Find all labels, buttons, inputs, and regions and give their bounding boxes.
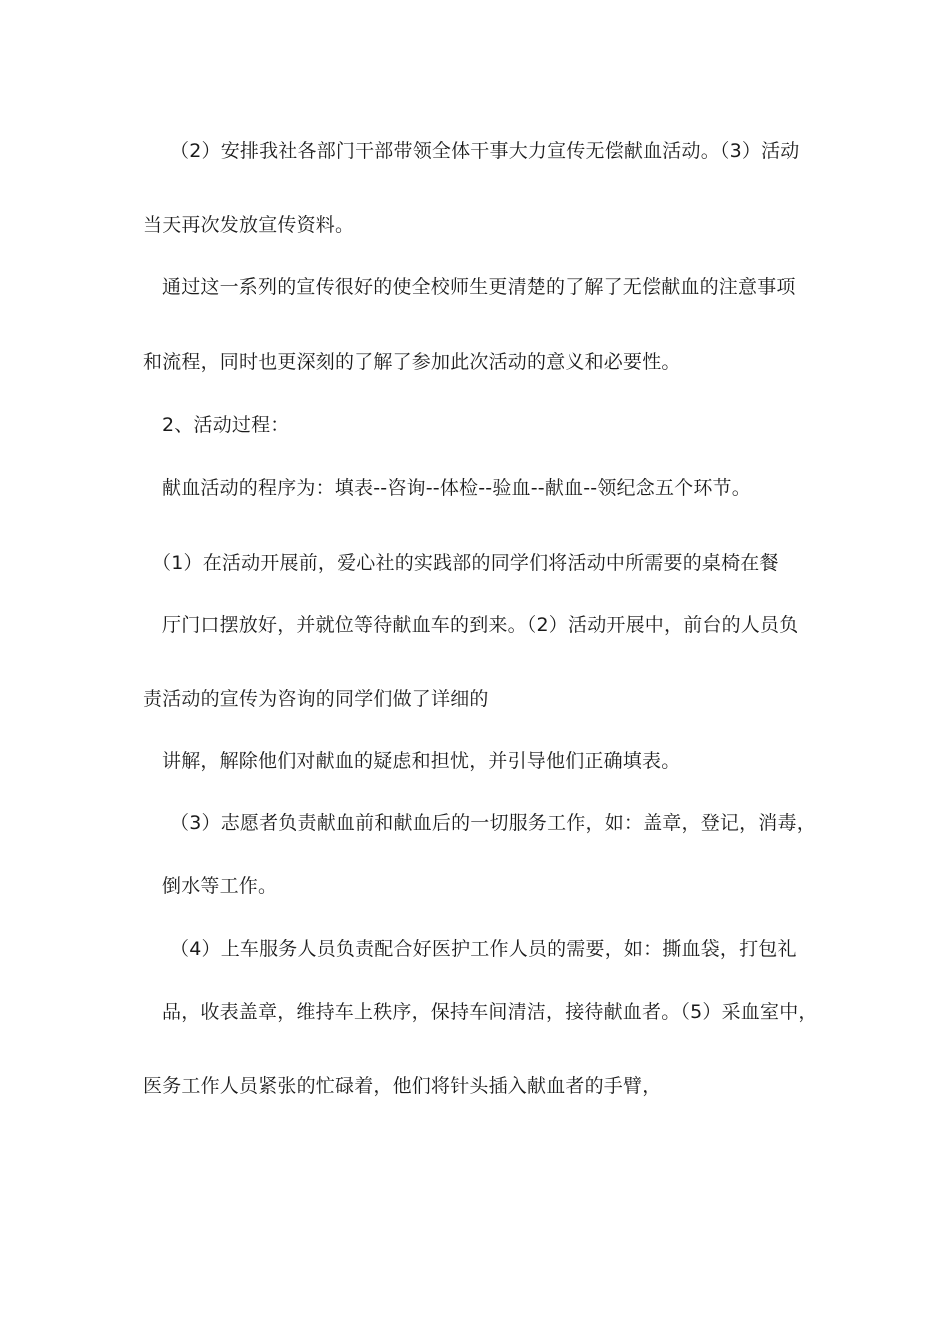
- text-line-12: 倒水等工作。: [162, 875, 278, 897]
- text-line-7: （1）在活动开展前，爱心社的实践部的同学们将活动中所需要的桌椅在餐: [152, 552, 779, 574]
- text-line-15: 医务工作人员紧张的忙碌着，他们将针头插入献血者的手臂，: [143, 1075, 662, 1097]
- text-line-11: （3）志愿者负责献血前和献血后的一切服务工作，如：盖章，登记，消毒，: [170, 812, 816, 834]
- text-line-2: 当天再次发放宣传资料。: [143, 214, 355, 236]
- text-line-14: 品，收表盖章，维持车上秩序，保持车间清洁，接待献血者。（5）采血室中，: [162, 1001, 818, 1023]
- text-line-4: 和流程，同时也更深刻的了解了参加此次活动的意义和必要性。: [143, 351, 681, 373]
- text-line-6: 献血活动的程序为：填表--咨询--体检--验血--献血--领纪念五个环节。: [162, 477, 751, 499]
- text-line-9: 责活动的宣传为咨询的同学们做了详细的: [143, 688, 489, 710]
- text-line-10: 讲解，解除他们对献血的疑虑和担忧，并引导他们正确填表。: [162, 750, 681, 772]
- text-line-8: 厅门口摆放好，并就位等待献血车的到来。（2）活动开展中，前台的人员负: [162, 614, 799, 636]
- text-line-1: （2）安排我社各部门干部带领全体干事大力宣传无偿献血活动。（3）活动: [170, 140, 800, 162]
- text-line-3: 通过这一系列的宣传很好的使全校师生更清楚的了解了无偿献血的注意事项: [162, 276, 796, 298]
- section-heading: 2、活动过程：: [162, 414, 290, 436]
- text-line-13: （4）上车服务人员负责配合好医护工作人员的需要，如：撕血袋，打包礼: [170, 938, 797, 960]
